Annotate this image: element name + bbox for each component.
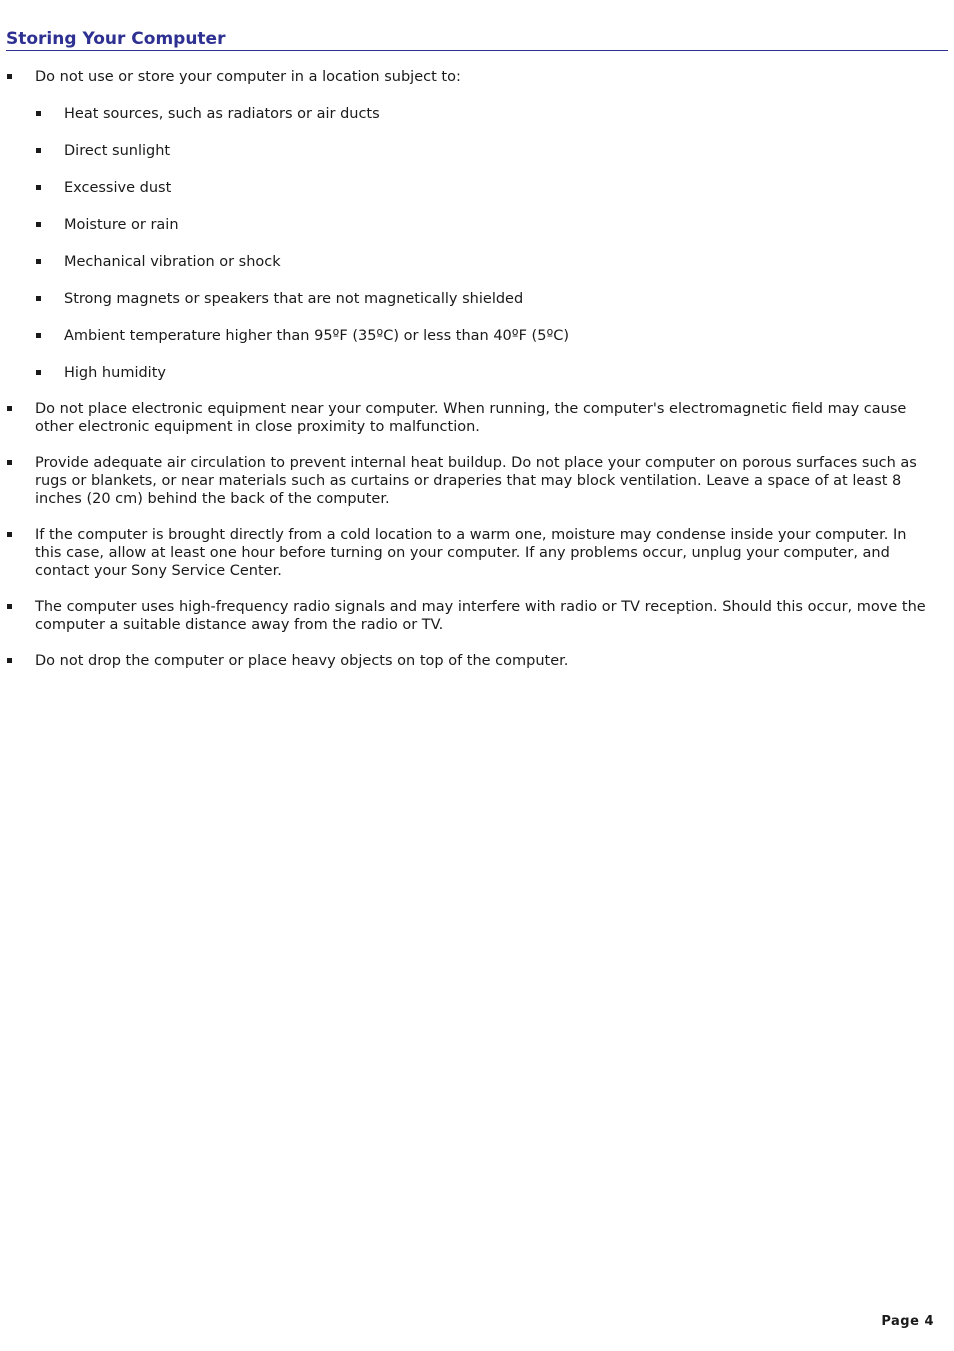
- list-item-text: Do not place electronic equipment near your computer. When running, the computer's electromagnetic field may cause other electronic equipment in close proximity to malfunction.: [35, 401, 907, 435]
- square-bullet-icon: [7, 532, 12, 537]
- list-item: [0, 68, 930, 382]
- page-number: Page 4: [881, 1314, 934, 1329]
- sub-list-item-text: Moisture or rain: [64, 217, 179, 233]
- square-bullet-icon: [36, 222, 41, 227]
- content: [0, 68, 930, 688]
- square-bullet-icon: [36, 296, 41, 301]
- square-bullet-icon: [36, 333, 41, 338]
- location-hazards-list: [35, 105, 930, 382]
- sub-list-item-text: Direct sunlight: [64, 143, 171, 159]
- list-item-text: The computer uses high-frequency radio signals and may interfere with radio or TV reception. Should this occur, move the computer a suitable distance away from the radio or TV.: [35, 599, 926, 633]
- square-bullet-icon: [7, 460, 12, 465]
- list-item-text: Do not drop the computer or place heavy objects on top of the computer.: [35, 653, 569, 669]
- list-item: [0, 598, 930, 634]
- square-bullet-icon: [36, 185, 41, 190]
- sub-list-item: [35, 253, 930, 271]
- list-item: [0, 652, 930, 670]
- list-item-text: Provide adequate air circulation to prevent internal heat buildup. Do not place your computer on porous surfaces such as rugs or blankets, or near materials such as curtains or draperies that may block ventilation. Leave a space of at least 8 inches (20 cm) behind the back of the computer.: [35, 455, 917, 507]
- sub-list-item: [35, 179, 930, 197]
- sub-list-item-text: Strong magnets or speakers that are not magnetically shielded: [64, 291, 524, 307]
- square-bullet-icon: [7, 604, 12, 609]
- storage-guidelines-list: [0, 68, 930, 670]
- sub-list-item: [35, 364, 930, 382]
- list-item: [0, 526, 930, 580]
- square-bullet-icon: [36, 111, 41, 116]
- square-bullet-icon: [7, 658, 12, 663]
- sub-list-item: [35, 105, 930, 123]
- sub-list-item: [35, 216, 930, 234]
- sub-list-item-text: Ambient temperature higher than 95ºF (35ºC) or less than 40ºF (5ºC): [64, 328, 570, 344]
- page-title: Storing Your Computer: [6, 28, 948, 51]
- sub-list-item-text: Heat sources, such as radiators or air ducts: [64, 106, 380, 122]
- square-bullet-icon: [36, 259, 41, 264]
- list-item-text: Do not use or store your computer in a location subject to:: [35, 69, 461, 85]
- sub-list-item: [35, 290, 930, 308]
- sub-list-item-text: Mechanical vibration or shock: [64, 254, 281, 270]
- square-bullet-icon: [36, 370, 41, 375]
- list-item: [0, 400, 930, 436]
- sub-list-item-text: High humidity: [64, 365, 166, 381]
- list-item: [0, 454, 930, 508]
- square-bullet-icon: [7, 74, 12, 79]
- square-bullet-icon: [36, 148, 41, 153]
- square-bullet-icon: [7, 406, 12, 411]
- sub-list-item: [35, 327, 930, 345]
- sub-list-item: [35, 142, 930, 160]
- list-item-text: If the computer is brought directly from a cold location to a warm one, moisture may condense inside your computer. In this case, allow at least one hour before turning on your computer. If any problems occur, unplug your computer, and contact your Sony Service Center.: [35, 527, 907, 579]
- sub-list-item-text: Excessive dust: [64, 180, 172, 196]
